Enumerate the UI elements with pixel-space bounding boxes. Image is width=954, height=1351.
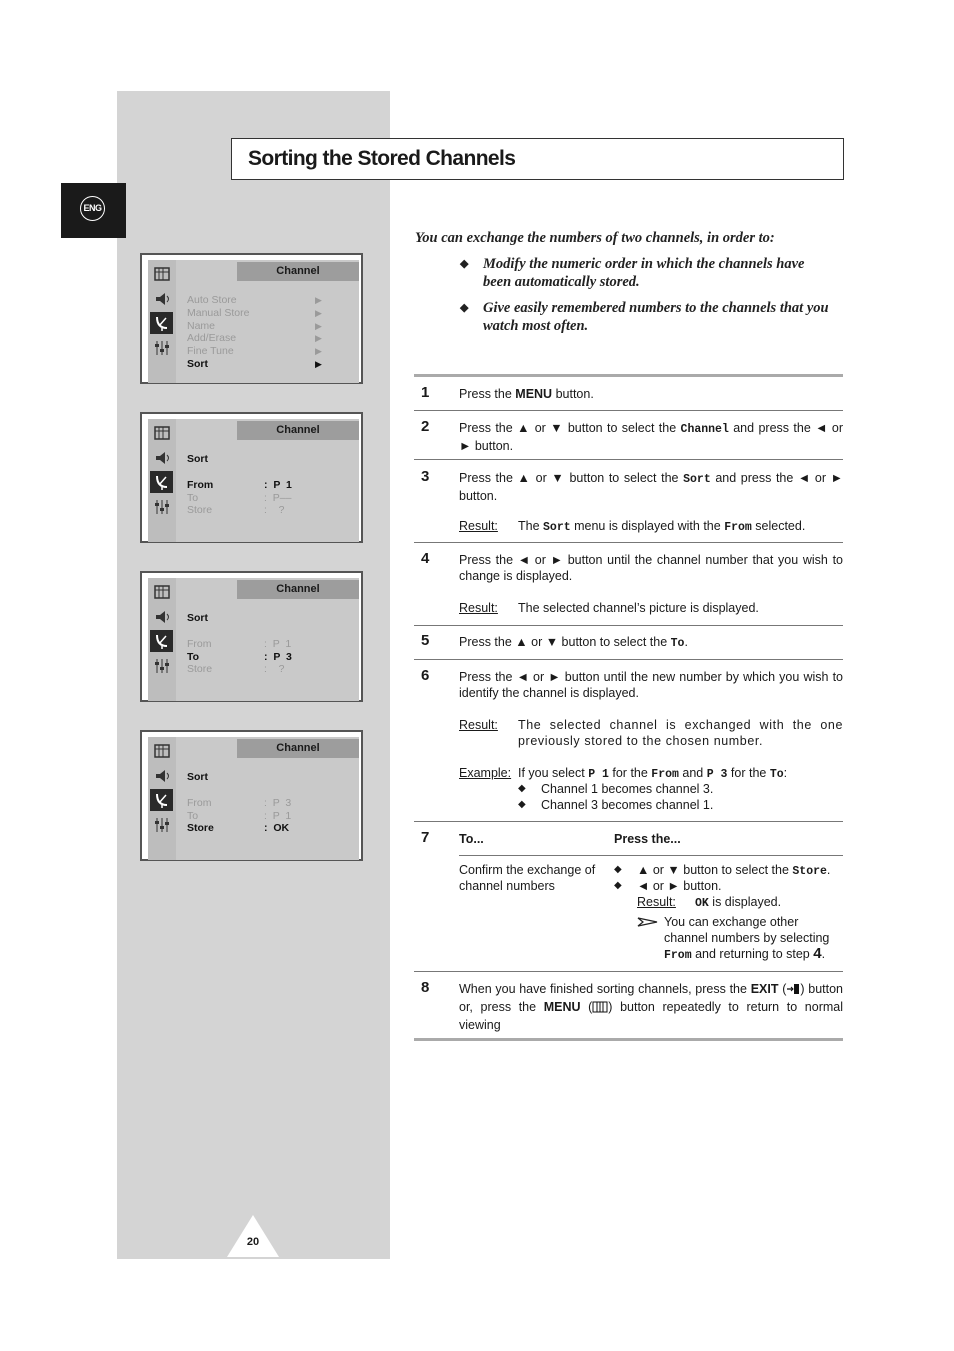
osd-row-to-label: To [187, 492, 199, 504]
picture-menu-icon [150, 422, 173, 444]
step-number: 7 [421, 829, 430, 846]
osd-row-to-value: : P–– [264, 492, 292, 504]
result-label: Result: [637, 895, 676, 909]
osd-icon-column [148, 578, 176, 701]
osd-screen-sort-from [140, 412, 363, 543]
intro-bullet-text: Give easily remembered numbers to the channels that you watch most often. [483, 300, 829, 334]
osd-row-from-value: : P 1 [264, 479, 292, 491]
sound-menu-icon [150, 765, 173, 787]
sound-menu-icon [150, 447, 173, 469]
language-badge: ENG [80, 196, 105, 221]
diamond-bullet-icon: ◆ [460, 302, 469, 314]
channel-menu-icon [150, 471, 173, 493]
osd-sort-title: Sort [187, 453, 208, 465]
osd-row-store-label: Store [187, 504, 213, 516]
step-1-text: Press the MENU button. [459, 387, 594, 401]
step-number: 8 [421, 979, 430, 996]
arrow-right-icon: ▶ [315, 308, 322, 318]
osd-header: Channel [237, 421, 359, 440]
intro-bullet-text: Modify the numeric order in which the channels have been automatically stored. [483, 256, 805, 290]
osd-item-sort: Sort [187, 358, 208, 370]
page-number: 20 [246, 1236, 260, 1248]
step-3-text: Press the ▲ or ▼ button to select the Sort and press the ◄ or ► button. [459, 471, 844, 503]
exit-icon [786, 983, 800, 999]
diamond-bullet-icon: ◆ [614, 864, 622, 875]
diamond-bullet-icon: ◆ [518, 799, 526, 810]
osd-row-store-label: Store [187, 663, 213, 675]
step-7-note: You can exchange other channel numbers by selecting From and returning to step 4. [664, 915, 830, 962]
osd-row-to-value: : P 3 [264, 651, 292, 663]
example-label: Example: [459, 766, 512, 780]
press-bullet-2: ◄ or ► button. [637, 879, 722, 893]
channel-menu-icon [150, 789, 173, 811]
sub-header-rule [459, 855, 843, 856]
result-label: Result: [459, 718, 498, 732]
osd-row-from-label: From [187, 638, 212, 650]
channel-menu-icon [150, 630, 173, 652]
step-divider [414, 410, 843, 411]
osd-row-to-label: To [187, 651, 200, 663]
osd-header: Channel [237, 580, 359, 599]
menu-icon [592, 1001, 608, 1017]
diamond-bullet-icon: ◆ [460, 258, 469, 270]
channel-menu-icon [150, 312, 173, 334]
setup-menu-icon [150, 337, 173, 359]
step-number: 3 [421, 468, 430, 485]
osd-row-from-value: : P 3 [264, 797, 292, 809]
step-number: 2 [421, 418, 430, 435]
osd-row-store-label: Store [187, 822, 214, 834]
arrow-right-icon: ▶ [315, 295, 322, 305]
result-label: Result: [459, 601, 498, 615]
action-text: Confirm the exchange of channel numbers [459, 863, 596, 893]
title-box [231, 138, 844, 180]
osd-row-from-label: From [187, 797, 212, 809]
setup-menu-icon [150, 814, 173, 836]
table-top-rule [414, 374, 843, 377]
step-4-result: The selected channel’s picture is displayed. [518, 601, 759, 615]
table-bottom-rule [414, 1038, 843, 1041]
osd-icon-column [148, 260, 176, 383]
step-divider [414, 821, 843, 822]
step-divider [414, 625, 843, 626]
step-number: 4 [421, 550, 430, 567]
step-4-text: Press the ◄ or ► button until the channel number that you wish to change is displayed. [459, 553, 843, 583]
page-title: Sorting the Stored Channels [248, 147, 516, 170]
step-6-example: If you select P 1 for the From and P 3 for the To: [518, 766, 788, 781]
step-number: 5 [421, 632, 430, 649]
osd-item-auto-store: Auto Store [187, 294, 237, 306]
osd-item-add-erase: Add/Erase [187, 332, 237, 344]
arrow-right-icon: ▶ [315, 359, 322, 369]
osd-row-store-value: : ? [264, 663, 285, 675]
osd-sort-title: Sort [187, 612, 208, 624]
example-bullet: Channel 1 becomes channel 3. [541, 782, 714, 796]
osd-screen-sort-to [140, 571, 363, 702]
arrow-right-icon: ▶ [315, 321, 322, 331]
arrow-right-icon: ▶ [315, 333, 322, 343]
press-bullet-1: ▲ or ▼ button to select the Store. [637, 863, 831, 878]
arrow-right-icon: ▶ [315, 346, 322, 356]
step-divider [414, 971, 843, 972]
step-8-text: When you have finished sorting channels, press the EXIT ( ) button or, press the MENU ( ) button repeatedly to return to normal viewing [459, 982, 844, 1032]
col-header-to: To... [459, 832, 484, 846]
osd-sort-title: Sort [187, 771, 208, 783]
picture-menu-icon [150, 740, 173, 762]
step-5-text: Press the ▲ or ▼ button to select the To. [459, 635, 688, 650]
osd-row-to-label: To [187, 810, 199, 822]
osd-icon-column [148, 419, 176, 542]
step-2-text: Press the ▲ or ▼ button to select the Channel and press the ◄ or ► button. [459, 421, 844, 453]
osd-row-from-label: From [187, 479, 214, 491]
osd-icon-column [148, 737, 176, 860]
step-7-result: OK is displayed. [695, 895, 782, 910]
osd-row-to-value: : P 1 [264, 810, 292, 822]
sound-menu-icon [150, 606, 173, 628]
osd-item-name: Name [187, 320, 216, 332]
step-divider [414, 459, 843, 460]
osd-header: Channel [237, 262, 359, 281]
osd-item-fine-tune: Fine Tune [187, 345, 234, 357]
osd-row-from-value: : P 1 [264, 638, 292, 650]
osd-row-store-value: : OK [264, 822, 290, 834]
osd-header: Channel [237, 739, 359, 758]
setup-menu-icon [150, 655, 173, 677]
step-number: 6 [421, 667, 430, 684]
picture-menu-icon [150, 581, 173, 603]
osd-row-store-value: : ? [264, 504, 285, 516]
diamond-bullet-icon: ◆ [518, 783, 526, 794]
picture-menu-icon [150, 263, 173, 285]
diamond-bullet-icon: ◆ [614, 880, 622, 891]
osd-screen-sort-store [140, 730, 363, 861]
col-header-press: Press the... [614, 832, 681, 846]
step-divider [414, 659, 843, 660]
osd-item-manual-store: Manual Store [187, 307, 250, 319]
step-divider [414, 542, 843, 543]
step-6-text: Press the ◄ or ► button until the new number by which you wish to identify the channel is displayed. [459, 670, 843, 700]
note-arrow-icon [637, 915, 659, 933]
step-3-result: The Sort menu is displayed with the From selected. [518, 519, 806, 534]
setup-menu-icon [150, 496, 173, 518]
intro-text: You can exchange the numbers of two channels, in order to: [415, 230, 775, 246]
osd-screen-channel-menu [140, 253, 363, 384]
step-6-result: The selected channel is exchanged with the one previously stored to the chosen number. [518, 718, 843, 748]
result-label: Result: [459, 519, 498, 533]
sound-menu-icon [150, 288, 173, 310]
step-number: 1 [421, 384, 430, 401]
example-bullet: Channel 3 becomes channel 1. [541, 798, 714, 812]
